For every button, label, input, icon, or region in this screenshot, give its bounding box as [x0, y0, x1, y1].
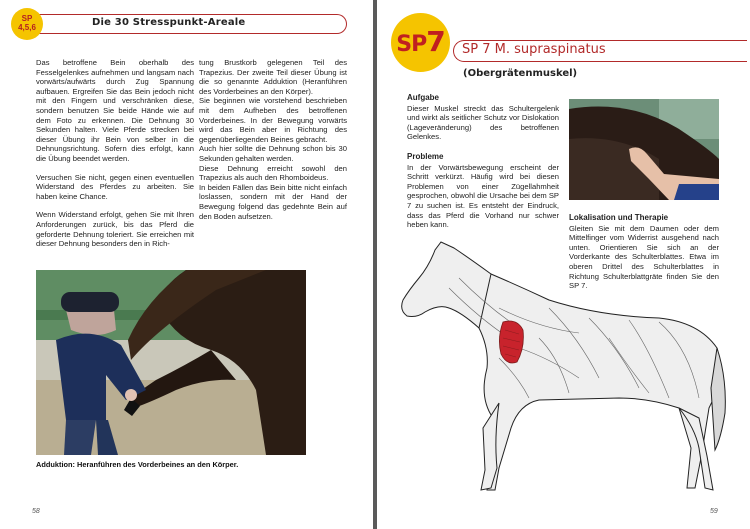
sp7-badge-number: 7	[426, 25, 445, 58]
paragraph: tung Brustkorb gelegenen Teil des Trapezius. Der zweite Teil dieser Übung ist die so genannte Adduktion (Heranführen des Vorderbeines an den Körper).	[199, 58, 347, 96]
paragraph: Auch hier sollte die Dehnung schon bis 30 Sekunden gehalten werden.	[199, 144, 347, 163]
paragraph: Versuchen Sie nicht, gegen einen eventuellen Widerstand des Pferdes zu arbeiten. Sie haben keine Chance.	[36, 172, 194, 201]
sp7-badge	[391, 13, 450, 72]
section-text: In der Vorwärtsbewegung erscheint der Schritt verkürzt. Häufig wird bei diesen Problemen von einer Zügellahmheit gesprochen, obwohl die Ursache bei dem SP 7 zu suchen ist. Es entsteht der Eindruck, dass das Pferd die Vorhand nur schwer heben kann.	[407, 162, 559, 230]
muscle-subtitle: (Obergrätenmuskel)	[463, 68, 578, 79]
left-page	[0, 0, 373, 529]
paragraph: Wenn Widerstand erfolgt, gehen Sie mit Ihren Anforderungen zurück, bis das Pferd die geforderte Dehnung toleriert. Sie erreichen mit dieser Dehnung besonders den in Rich-	[36, 210, 194, 249]
sp-badge-small	[11, 8, 43, 40]
section-heading: Lokalisation und Therapie	[569, 213, 669, 222]
section-probleme	[407, 152, 559, 230]
page-number-left: 58	[32, 508, 40, 515]
page-number-right: 59	[710, 508, 718, 515]
section-aufgabe	[407, 93, 559, 142]
sp-badge-small-line2: 4,5,6	[18, 23, 36, 32]
left-column-2	[199, 58, 347, 221]
right-page	[377, 0, 750, 529]
section-text: Dieser Muskel streckt das Schultergelenk und wirkt als seitlicher Schutz vor Dislokation (Lageveränderung) des betroffenen Gelenkes.	[407, 103, 559, 142]
photo-caption: Adduktion: Heranführen des Vorderbeines an den Körper.	[36, 460, 239, 469]
section-text: Gleiten Sie mit dem Daumen oder dem Mittelfinger vom Widerrist ausgehend nach unten. Orientieren Sie sich an der Vorderkante des Schulterblattes. Etwa im oberen Drittel des Schulterblattes in Richtung Schulterblattgräte finden Sie den SP 7.	[569, 223, 719, 291]
right-header-title: SP 7 M. supraspinatus	[462, 42, 606, 57]
adduction-photo	[36, 270, 306, 455]
section-heading: Aufgabe	[407, 93, 439, 102]
paragraph: Diese Dehnung erreicht sowohl den Trapezius als auch den Rhomboideus.	[199, 163, 347, 183]
horse-anatomy-illustration	[399, 238, 729, 500]
palpation-photo	[569, 99, 719, 200]
left-column-1	[36, 58, 194, 258]
left-header-title: Die 30 Stresspunkt-Areale	[92, 17, 246, 28]
paragraph: Sie beginnen wie vorstehend beschrieben mit dem Aufheben des betroffenen Vorderbeines. In der Bewegung vorwärts wird das Bein aber in Richtung des gegenüberliegenden Beines gebracht.	[199, 96, 347, 144]
sp-badge-small-line1: SP	[21, 14, 33, 23]
left-header-bar	[32, 14, 347, 34]
paragraph: Das betroffene Bein oberhalb des Fesselgelenkes aufnehmen und langsam nach vorwärts/aufwärts durch Zug Spannung aufbauen. Ergreifen Sie das Bein jedoch nicht mit den Fingern und verschränken diese, sondern benutzen Sie beide Hände wie auf dem Foto zu erkennen. Die Dehnung 30 Sekunden halten. Viele Pferde strecken bei dieser Übung ihr Bein von selber in die Dehnungsrichtung. Sofern dies erfolgt, kann die Übung beendet werden.	[36, 58, 194, 163]
paragraph: In beiden Fällen das Bein bitte nicht einfach loslassen, sondern mit der Hand der Bewegung folgend das gedehnte Bein auf den Boden aufsetzen.	[199, 182, 347, 221]
section-heading: Probleme	[407, 152, 444, 161]
sp7-badge-prefix: SP	[396, 32, 427, 57]
right-header-bar	[453, 40, 747, 62]
